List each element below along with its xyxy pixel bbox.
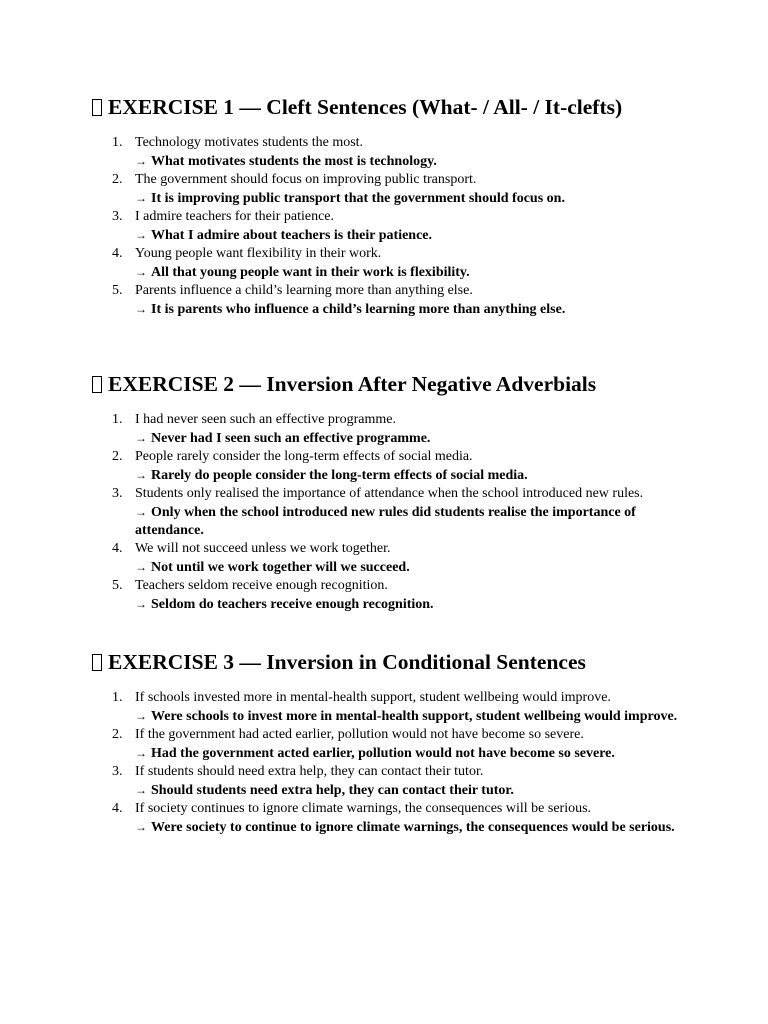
answer-text: It is parents who influence a child’s learning more than anything else. bbox=[151, 302, 566, 317]
list-item bbox=[90, 208, 690, 245]
item-prompt: Young people want flexibility in their work. bbox=[135, 246, 382, 261]
answer-text: Rarely do people consider the long-term effects of social media. bbox=[151, 468, 528, 483]
arrow-right-icon: → bbox=[135, 191, 147, 205]
list-item bbox=[90, 689, 690, 726]
item-answer bbox=[135, 263, 690, 282]
item-number: 4. bbox=[112, 801, 123, 816]
item-answer bbox=[135, 503, 690, 540]
arrow-right-icon: → bbox=[135, 431, 147, 445]
arrow-right-icon: → bbox=[135, 228, 147, 242]
item-answer bbox=[135, 466, 690, 485]
arrow-right-icon: → bbox=[135, 505, 147, 519]
answer-text: Should students need extra help, they can contact their tutor. bbox=[151, 783, 514, 798]
missing-glyph-box-icon bbox=[92, 376, 102, 393]
answer-text: Seldom do teachers receive enough recognition. bbox=[151, 597, 434, 612]
item-prompt: We will not succeed unless we work together. bbox=[135, 541, 391, 556]
item-prompt: If students should need extra help, they can contact their tutor. bbox=[135, 764, 484, 779]
list-item bbox=[90, 282, 690, 319]
item-answer bbox=[135, 558, 690, 577]
item-prompt: Technology motivates students the most. bbox=[135, 135, 364, 150]
item-answer bbox=[135, 781, 690, 800]
arrow-right-icon: → bbox=[135, 154, 147, 168]
list-item bbox=[90, 245, 690, 282]
item-number: 3. bbox=[112, 764, 123, 779]
exercise-2-list bbox=[90, 411, 690, 614]
item-answer bbox=[135, 429, 690, 448]
list-item bbox=[90, 726, 690, 763]
item-answer bbox=[135, 707, 690, 726]
arrow-right-icon: → bbox=[135, 597, 147, 611]
arrow-right-icon: → bbox=[135, 468, 147, 482]
list-item bbox=[90, 485, 690, 540]
item-answer bbox=[135, 189, 690, 208]
list-item bbox=[90, 134, 690, 171]
list-item bbox=[90, 171, 690, 208]
arrow-right-icon: → bbox=[135, 265, 147, 279]
answer-text: What motivates students the most is technology. bbox=[151, 154, 437, 169]
arrow-right-icon: → bbox=[135, 302, 147, 316]
arrow-right-icon: → bbox=[135, 709, 147, 723]
item-number: 2. bbox=[112, 449, 123, 464]
exercise-3-title: EXERCISE 3 — Inversion in Conditional Sentences bbox=[108, 650, 586, 674]
arrow-right-icon: → bbox=[135, 820, 147, 834]
item-number: 2. bbox=[112, 172, 123, 187]
item-answer bbox=[135, 818, 690, 837]
exercise-2-heading bbox=[90, 371, 690, 397]
item-number: 2. bbox=[112, 727, 123, 742]
item-number: 5. bbox=[112, 283, 123, 298]
item-prompt: Teachers seldom receive enough recognition. bbox=[135, 578, 388, 593]
arrow-right-icon: → bbox=[135, 746, 147, 760]
item-prompt: If society continues to ignore climate warnings, the consequences will be serious. bbox=[135, 801, 592, 816]
item-answer bbox=[135, 152, 690, 171]
exercise-1-section bbox=[90, 94, 690, 319]
answer-text: It is improving public transport that the government should focus on. bbox=[151, 191, 565, 206]
item-answer bbox=[135, 595, 690, 614]
exercise-3-list bbox=[90, 689, 690, 837]
list-item bbox=[90, 763, 690, 800]
item-number: 1. bbox=[112, 412, 123, 427]
arrow-right-icon: → bbox=[135, 560, 147, 574]
item-number: 5. bbox=[112, 578, 123, 593]
item-prompt: If schools invested more in mental-health support, student wellbeing would improve. bbox=[135, 690, 611, 705]
answer-text: Only when the school introduced new rules did students realise the importance of attendance. bbox=[135, 505, 636, 538]
answer-text: Not until we work together will we succeed. bbox=[151, 560, 410, 575]
item-prompt: Students only realised the importance of attendance when the school introduced new rules. bbox=[135, 486, 644, 501]
exercise-2-section bbox=[90, 371, 690, 614]
list-item bbox=[90, 411, 690, 448]
item-number: 3. bbox=[112, 486, 123, 501]
missing-glyph-box-icon bbox=[92, 99, 102, 116]
item-prompt: The government should focus on improving public transport. bbox=[135, 172, 477, 187]
answer-text: Had the government acted earlier, pollution would not have become so severe. bbox=[151, 746, 615, 761]
item-number: 4. bbox=[112, 246, 123, 261]
item-answer bbox=[135, 744, 690, 763]
answer-text: Were schools to invest more in mental-health support, student wellbeing would improve. bbox=[151, 709, 678, 724]
list-item bbox=[90, 577, 690, 614]
item-prompt: If the government had acted earlier, pollution would not have become so severe. bbox=[135, 727, 584, 742]
exercise-2-title: EXERCISE 2 — Inversion After Negative Adverbials bbox=[108, 372, 597, 396]
item-number: 1. bbox=[112, 135, 123, 150]
answer-text: All that young people want in their work is flexibility. bbox=[151, 265, 470, 280]
list-item bbox=[90, 448, 690, 485]
missing-glyph-box-icon bbox=[92, 654, 102, 671]
item-prompt: I admire teachers for their patience. bbox=[135, 209, 335, 224]
item-number: 3. bbox=[112, 209, 123, 224]
answer-text: Were society to continue to ignore climate warnings, the consequences would be serious. bbox=[151, 820, 675, 835]
item-prompt: People rarely consider the long-term effects of social media. bbox=[135, 449, 473, 464]
item-prompt: Parents influence a child’s learning more than anything else. bbox=[135, 283, 473, 298]
exercise-3-heading bbox=[90, 649, 690, 675]
list-item bbox=[90, 540, 690, 577]
item-answer bbox=[135, 300, 690, 319]
exercise-1-heading bbox=[90, 94, 690, 120]
item-number: 4. bbox=[112, 541, 123, 556]
exercise-1-list bbox=[90, 134, 690, 319]
exercise-3-section bbox=[90, 649, 690, 837]
item-answer bbox=[135, 226, 690, 245]
answer-text: What I admire about teachers is their patience. bbox=[151, 228, 433, 243]
answer-text: Never had I seen such an effective programme. bbox=[151, 431, 431, 446]
item-number: 1. bbox=[112, 690, 123, 705]
exercise-1-title: EXERCISE 1 — Cleft Sentences (What- / All- / It-clefts) bbox=[108, 95, 623, 119]
item-prompt: I had never seen such an effective programme. bbox=[135, 412, 396, 427]
list-item bbox=[90, 800, 690, 837]
arrow-right-icon: → bbox=[135, 783, 147, 797]
